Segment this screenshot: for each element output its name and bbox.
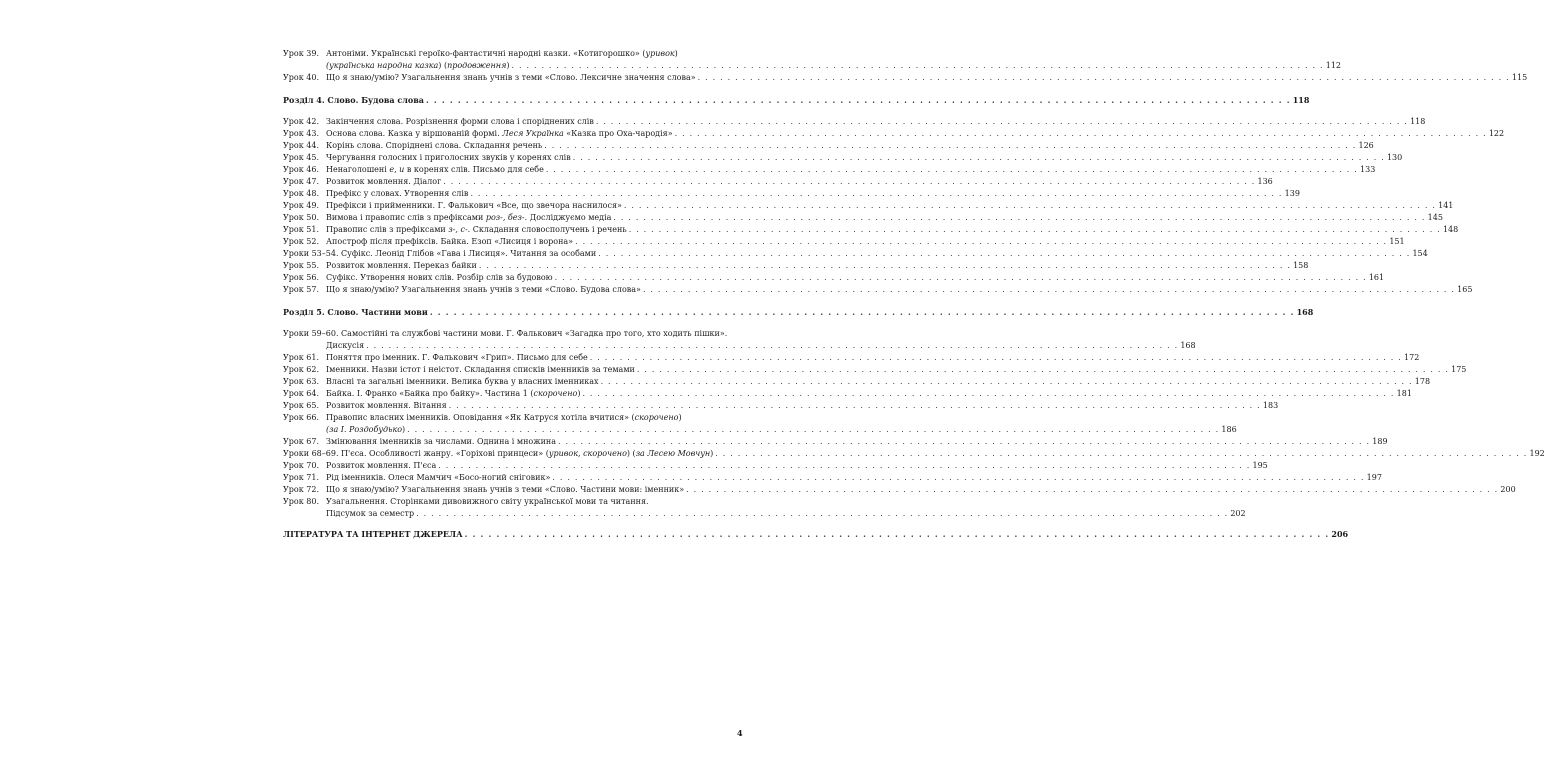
entry-title: Суфікс. Утворення нових слів. Розбір слів за будовою <box>326 273 553 282</box>
entry-title: Правопис власних іменників. Оповідання «Як Катруся хотіла вчитися» (скорочено) <box>326 413 682 422</box>
toc-entry <box>283 248 1428 260</box>
page-ref: 158 <box>1293 261 1309 270</box>
toc-entry <box>283 460 1268 472</box>
lesson-label: Урок 67. <box>283 437 319 446</box>
lesson-label: Урок 40. <box>283 73 319 82</box>
toc-entry <box>283 116 1426 128</box>
section-heading: ЛІТЕРАТУРА ТА ІНТЕРНЕТ ДЖЕРЕЛА . . . . . . . . . . . . . . . . . . . . . . . . . . . . . . . . . . . . . . . . . . . . . . . . . . . . . . . . . . . . . . . . . . . . . . . . . . . . . . . . . . . . . . . . . . . . . . . . . . . . . . . . . . . . . 206 <box>283 529 1349 539</box>
entry-title: Розвиток мовлення. Діалог <box>326 177 442 186</box>
entry-title: Антоніми. Українські героїко-фантастичні народні казки. «Котигорошко» (уривок) <box>326 49 678 58</box>
entry-title: Власні та загальні іменники. Велика буква у власних іменниках <box>326 377 599 386</box>
lesson-label: Урок 46. <box>283 165 319 174</box>
page-ref: 154 <box>1412 249 1428 258</box>
entry-title: Розвиток мовлення. Вітання <box>326 401 447 410</box>
page-ref: 175 <box>1451 365 1467 374</box>
entry-title: Байка. І. Франко «Байка про байку». Частина 1 (скорочено) <box>326 389 581 398</box>
toc-entry <box>283 284 1473 296</box>
entry-title-cont: Підсумок за семестр <box>326 509 415 518</box>
toc-entry <box>283 48 1342 72</box>
toc-entry <box>283 448 1545 460</box>
leader-dots: . . . . . . . . . . . . . . . . . . . . . . . . . . . . . . . . . . . . . . . . . . . . . . . . . . . . . . . . . . . . . . . . . . . . . . . . . . . . . . . . . . . . . . . . . . . . . . . . . . . . . . . . . . . . . <box>425 95 1291 105</box>
entry-title: Що я знаю/умію? Узагальнення знань учнів з теми «Слово. Лексичне значення слова» <box>326 73 696 82</box>
page-ref: 148 <box>1442 225 1459 234</box>
entry-title: Префікс у словах. Утворення слів <box>326 189 469 198</box>
page-ref: 192 <box>1529 449 1545 458</box>
entry-title: Корінь слова. Споріднені слова. Складання речень <box>326 141 543 150</box>
toc-entry <box>283 272 1385 284</box>
lesson-label: Уроки 68–69. <box>283 449 339 458</box>
entry-title: Іменники. Назви істот і неістот. Складання списків іменників за темами <box>326 365 635 374</box>
lesson-label: Урок 43. <box>283 129 319 138</box>
lesson-label: Урок 47. <box>283 177 319 186</box>
lesson-label: Урок 39. <box>283 49 319 58</box>
leader-dots: . . . . . . . . . . . . . . . . . . . . . . . . . . . . . . . . . . . . . . . . . . . . . . . . . . . . . . . . . . . . . . . . . . . . . . . . . . . . . . . . . . . . . . . . . . . . . . . . . . . . . . . . . . . . . <box>478 261 1292 270</box>
lesson-label: Урок 48. <box>283 189 319 198</box>
entry-title: Правопис слів з префіксами з-, с-. Складання словосполучень і речень <box>326 225 627 234</box>
page-ref: 206 <box>1331 529 1349 539</box>
leader-dots: . . . . . . . . . . . . . . . . . . . . . . . . . . . . . . . . . . . . . . . . . . . . . . . . . . . . . . . . . . . . . . . . . . . . . . . . . . . . . . . . . . . . . . . . . . . . . . . . . . . . . . . . . . . . . <box>595 117 1409 126</box>
leader-dots: . . . . . . . . . . . . . . . . . . . . . . . . . . . . . . . . . . . . . . . . . . . . . . . . . . . . . . . . . . . . . . . . . . . . . . . . . . . . . . . . . . . . . . . . . . . . . . . . . . . . . . . . . . . . . <box>464 529 1330 539</box>
toc-entry <box>283 164 1376 176</box>
page-ref: 130 <box>1386 153 1403 162</box>
leader-dots: . . . . . . . . . . . . . . . . . . . . . . . . . . . . . . . . . . . . . . . . . . . . . . . . . . . . . . . . . . . . . . . . . . . . . . . . . . . . . . . . . . . . . . . . . . . . . . . . . . . . . . . . . . . . . <box>429 307 1295 317</box>
entry-title: Узагальнення. Сторінками дивовижного світу української мови та читання. <box>326 497 649 506</box>
lesson-label: Урок 51. <box>283 225 319 234</box>
toc-entry <box>283 496 1246 520</box>
page-ref: 139 <box>1284 189 1300 198</box>
page-ref: 186 <box>1221 425 1237 434</box>
toc-entry <box>283 140 1374 152</box>
toc-entry <box>283 388 1412 400</box>
lesson-label: Урок 64. <box>283 389 319 398</box>
page-ref: 195 <box>1252 461 1268 470</box>
toc-entry <box>283 260 1309 272</box>
entry-title: Закінчення слова. Розрізнення форми слова і споріднених слів <box>326 117 594 126</box>
entry-title: Розвиток мовлення. П'єса <box>326 461 437 470</box>
leader-dots: . . . . . . . . . . . . . . . . . . . . . . . . . . . . . . . . . . . . . . . . . . . . . . . . . . . . . . . . . . . . . . . . . . . . . . . . . . . . . . . . . . . . . . . . . . . . . . . . . . . . . . . . . . . . . <box>715 449 1528 458</box>
page-ref: 133 <box>1360 165 1376 174</box>
page-ref: 141 <box>1438 201 1454 210</box>
toc-entry <box>283 188 1300 200</box>
toc-entry <box>283 436 1388 448</box>
table-of-contents <box>283 48 1545 540</box>
page-ref: 118 <box>1410 117 1426 126</box>
page-ref: 189 <box>1372 437 1388 446</box>
page-ref: 197 <box>1366 473 1382 482</box>
leader-dots: . . . . . . . . . . . . . . . . . . . . . . . . . . . . . . . . . . . . . . . . . . . . . . . . . . . . . . . . . . . . . . . . . . . . . . . . . . . . . . . . . . . . . . . . . . . . . . . . . . . . . . . . . . . . . <box>598 249 1411 258</box>
lesson-label: Урок 56. <box>283 273 319 282</box>
leader-dots: . . . . . . . . . . . . . . . . . . . . . . . . . . . . . . . . . . . . . . . . . . . . . . . . . . . . . . . . . . . . . . . . . . . . . . . . . . . . . . . . . . . . . . . . . . . . . . . . . . . . . . . . . . . . . <box>545 165 1359 174</box>
section-heading: Розділ 4. Слово. Будова слова . . . . . . . . . . . . . . . . . . . . . . . . . . . . . . . . . . . . . . . . . . . . . . . . . . . . . . . . . . . . . . . . . . . . . . . . . . . . . . . . . . . . . . . . . . . . . . . . . . . . . . . . . . . . . 118 <box>283 95 1310 105</box>
entry-title: Префікси і прийменники. Г. Фалькович «Все, що звечора наснилося» <box>326 201 622 210</box>
lesson-label: Уроки 53–54. <box>283 249 339 258</box>
toc-entry <box>283 236 1405 248</box>
lesson-label: Урок 57. <box>283 285 319 294</box>
entry-title: Поняття про іменник. Г. Фалькович «Грип». Письмо для себе <box>326 353 588 362</box>
toc-entry <box>283 128 1505 140</box>
lesson-label: Урок 49. <box>283 201 319 210</box>
lesson-label: Урок 50. <box>283 213 319 222</box>
leader-dots: . . . . . . . . . . . . . . . . . . . . . . . . . . . . . . . . . . . . . . . . . . . . . . . . . . . . . . . . . . . . . . . . . . . . . . . . . . . . . . . . . . . . . . . . . . . . . . . . . . . . . . . . . . . . . <box>636 365 1450 374</box>
leader-dots: . . . . . . . . . . . . . . . . . . . . . . . . . . . . . . . . . . . . . . . . . . . . . . . . . . . . . . . . . . . . . . . . . . . . . . . . . . . . . . . . . . . . . . . . . . . . . . . . . . . . . . . . . . . . . <box>470 189 1283 198</box>
entry-title: Що я знаю/умію? Узагальнення знань учнів з теми «Слово. Частини мови: іменник» <box>326 485 685 494</box>
page-ref: 122 <box>1488 129 1505 138</box>
page-ref: 168 <box>1296 307 1314 317</box>
page-number: 4 <box>737 728 743 738</box>
lesson-label: Урок 70. <box>283 461 319 470</box>
page-ref: 161 <box>1368 273 1385 282</box>
lesson-label: Урок 71. <box>283 473 319 482</box>
lesson-label: Урок 45. <box>283 153 319 162</box>
entry-title: Змінювання іменників за числами. Однина і множина <box>326 437 557 446</box>
toc-entry <box>283 412 1237 436</box>
page-ref: 165 <box>1457 285 1473 294</box>
toc-entry <box>283 484 1516 496</box>
page-ref: 168 <box>1180 341 1196 350</box>
entry-title: Уроки 68–69. П'єса. Особливості жанру. «Горіхові принцеси» (уривок, скорочено) (за Лесею Мовчун) <box>283 449 714 458</box>
toc-entry <box>283 72 1528 84</box>
toc-entry <box>283 224 1459 236</box>
lesson-label: Урок 62. <box>283 365 319 374</box>
page-ref: 112 <box>1325 61 1342 70</box>
leader-dots: . . . . . . . . . . . . . . . . . . . . . . . . . . . . . . . . . . . . . . . . . . . . . . . . . . . . . . . . . . . . . . . . . . . . . . . . . . . . . . . . . . . . . . . . . . . . . . . . . . . . . . . . . . . . . <box>628 225 1441 234</box>
lesson-label: Урок 66. <box>283 413 319 422</box>
toc-entry <box>283 376 1431 388</box>
leader-dots: . . . . . . . . . . . . . . . . . . . . . . . . . . . . . . . . . . . . . . . . . . . . . . . . . . . . . . . . . . . . . . . . . . . . . . . . . . . . . . . . . . . . . . . . . . . . . . . . . . . . . . . . . . . . . <box>558 437 1371 446</box>
page-ref: 181 <box>1396 389 1412 398</box>
entry-title: Уроки 59–60. Самостійні та службові частини мови. Г. Фалькович «Загадка про того, хто ходить пішки». <box>283 329 728 338</box>
page-ref: 172 <box>1404 353 1420 362</box>
leader-dots: . . . . . . . . . . . . . . . . . . . . . . . . . . . . . . . . . . . . . . . . . . . . . . . . . . . . . . . . . . . . . . . . . . . . . . . . . . . . . . . . . . . . . . . . . . . . . . . . . . . . . . . . . . . . . <box>623 201 1437 210</box>
leader-dots: . . . . . . . . . . . . . . . . . . . . . . . . . . . . . . . . . . . . . . . . . . . . . . . . . . . . . . . . . . . . . . . . . . . . . . . . . . . . . . . . . . . . . . . . . . . . . . . . . . . . . . . . . . . . . <box>407 425 1220 434</box>
leader-dots: . . . . . . . . . . . . . . . . . . . . . . . . . . . . . . . . . . . . . . . . . . . . . . . . . . . . . . . . . . . . . . . . . . . . . . . . . . . . . . . . . . . . . . . . . . . . . . . . . . . . . . . . . . . . . <box>448 401 1261 410</box>
leader-dots: . . . . . . . . . . . . . . . . . . . . . . . . . . . . . . . . . . . . . . . . . . . . . . . . . . . . . . . . . . . . . . . . . . . . . . . . . . . . . . . . . . . . . . . . . . . . . . . . . . . . . . . . . . . . . <box>366 341 1179 350</box>
page-ref: 126 <box>1358 141 1374 150</box>
toc-entry <box>283 328 1196 352</box>
page-ref: 183 <box>1262 401 1279 410</box>
toc-entry <box>283 152 1403 164</box>
leader-dots: . . . . . . . . . . . . . . . . . . . . . . . . . . . . . . . . . . . . . . . . . . . . . . . . . . . . . . . . . . . . . . . . . . . . . . . . . . . . . . . . . . . . . . . . . . . . . . . . . . . . . . . . . . . . . <box>600 377 1413 386</box>
leader-dots: . . . . . . . . . . . . . . . . . . . . . . . . . . . . . . . . . . . . . . . . . . . . . . . . . . . . . . . . . . . . . . . . . . . . . . . . . . . . . . . . . . . . . . . . . . . . . . . . . . . . . . . . . . . . . <box>613 213 1426 222</box>
toc-entry <box>283 472 1382 484</box>
lesson-label: Урок 65. <box>283 401 319 410</box>
page-ref: 200 <box>1500 485 1516 494</box>
leader-dots: . . . . . . . . . . . . . . . . . . . . . . . . . . . . . . . . . . . . . . . . . . . . . . . . . . . . . . . . . . . . . . . . . . . . . . . . . . . . . . . . . . . . . . . . . . . . . . . . . . . . . . . . . . . . . <box>572 153 1385 162</box>
toc-entry <box>283 400 1279 412</box>
page-ref: 136 <box>1257 177 1273 186</box>
lesson-label: Урок 52. <box>283 237 319 246</box>
entry-title: Що я знаю/умію? Узагальнення знань учнів з теми «Слово. Будова слова» <box>326 285 641 294</box>
page-ref: 151 <box>1389 237 1405 246</box>
entry-title-cont: (українська народна казка) (продовження) <box>326 61 510 70</box>
lesson-label: Урок 72. <box>283 485 319 494</box>
leader-dots: . . . . . . . . . . . . . . . . . . . . . . . . . . . . . . . . . . . . . . . . . . . . . . . . . . . . . . . . . . . . . . . . . . . . . . . . . . . . . . . . . . . . . . . . . . . . . . . . . . . . . . . . . . . . . <box>438 461 1251 470</box>
lesson-label: Урок 42. <box>283 117 319 126</box>
entry-title: Розвиток мовлення. Переказ байки <box>326 261 477 270</box>
entry-title-cont: (за І. Роздобудько) <box>326 425 406 434</box>
lesson-label: Урок 63. <box>283 377 319 386</box>
lesson-label: Урок 80. <box>283 497 319 506</box>
entry-title-cont: Дискусія <box>326 341 365 350</box>
leader-dots: . . . . . . . . . . . . . . . . . . . . . . . . . . . . . . . . . . . . . . . . . . . . . . . . . . . . . . . . . . . . . . . . . . . . . . . . . . . . . . . . . . . . . . . . . . . . . . . . . . . . . . . . . . . . . <box>552 473 1365 482</box>
toc-entry <box>283 364 1467 376</box>
leader-dots: . . . . . . . . . . . . . . . . . . . . . . . . . . . . . . . . . . . . . . . . . . . . . . . . . . . . . . . . . . . . . . . . . . . . . . . . . . . . . . . . . . . . . . . . . . . . . . . . . . . . . . . . . . . . . <box>642 285 1456 294</box>
leader-dots: . . . . . . . . . . . . . . . . . . . . . . . . . . . . . . . . . . . . . . . . . . . . . . . . . . . . . . . . . . . . . . . . . . . . . . . . . . . . . . . . . . . . . . . . . . . . . . . . . . . . . . . . . . . . . <box>554 273 1367 282</box>
leader-dots: . . . . . . . . . . . . . . . . . . . . . . . . . . . . . . . . . . . . . . . . . . . . . . . . . . . . . . . . . . . . . . . . . . . . . . . . . . . . . . . . . . . . . . . . . . . . . . . . . . . . . . . . . . . . . <box>589 353 1403 362</box>
leader-dots: . . . . . . . . . . . . . . . . . . . . . . . . . . . . . . . . . . . . . . . . . . . . . . . . . . . . . . . . . . . . . . . . . . . . . . . . . . . . . . . . . . . . . . . . . . . . . . . . . . . . . . . . . . . . . <box>511 61 1324 70</box>
leader-dots: . . . . . . . . . . . . . . . . . . . . . . . . . . . . . . . . . . . . . . . . . . . . . . . . . . . . . . . . . . . . . . . . . . . . . . . . . . . . . . . . . . . . . . . . . . . . . . . . . . . . . . . . . . . . . <box>575 237 1388 246</box>
toc-entry <box>283 212 1443 224</box>
section-heading: Розділ 5. Слово. Частини мови . . . . . . . . . . . . . . . . . . . . . . . . . . . . . . . . . . . . . . . . . . . . . . . . . . . . . . . . . . . . . . . . . . . . . . . . . . . . . . . . . . . . . . . . . . . . . . . . . . . . . . . . . . . . . 168 <box>283 307 1314 317</box>
entry-title: Апостроф після префіксів. Байка. Езоп «Лисиця і ворона» <box>326 237 574 246</box>
entry-title: Уроки 53–54. Суфікс. Леонід Глібов «Гава і Лисиця». Читання за особами <box>283 249 597 258</box>
entry-title: Ненаголошені е, и в коренях слів. Письмо для себе <box>326 165 544 174</box>
leader-dots: . . . . . . . . . . . . . . . . . . . . . . . . . . . . . . . . . . . . . . . . . . . . . . . . . . . . . . . . . . . . . . . . . . . . . . . . . . . . . . . . . . . . . . . . . . . . . . . . . . . . . . . . . . . . . <box>443 177 1256 186</box>
toc-entry <box>283 200 1454 212</box>
page-ref: 115 <box>1511 73 1528 82</box>
entry-title: Вимова і правопис слів з префіксами роз-, без-. Досліджуємо медіа <box>326 213 612 222</box>
leader-dots: . . . . . . . . . . . . . . . . . . . . . . . . . . . . . . . . . . . . . . . . . . . . . . . . . . . . . . . . . . . . . . . . . . . . . . . . . . . . . . . . . . . . . . . . . . . . . . . . . . . . . . . . . . . . . <box>674 129 1487 138</box>
lesson-label: Урок 44. <box>283 141 319 150</box>
leader-dots: . . . . . . . . . . . . . . . . . . . . . . . . . . . . . . . . . . . . . . . . . . . . . . . . . . . . . . . . . . . . . . . . . . . . . . . . . . . . . . . . . . . . . . . . . . . . . . . . . . . . . . . . . . . . . <box>582 389 1395 398</box>
entry-title: Чергування голосних і приголосних звуків у коренях слів <box>326 153 571 162</box>
toc-entry <box>283 176 1273 188</box>
entry-title: Основа слова. Казка у віршованій формі. Леся Українка «Казка про Оха-чародія» <box>326 129 673 138</box>
entry-title: Рід іменників. Олеся Мамчич «Босо-ногий сніговик» <box>326 473 551 482</box>
lesson-label: Урок 61. <box>283 353 319 362</box>
lesson-label: Уроки 59–60. <box>283 329 339 338</box>
leader-dots: . . . . . . . . . . . . . . . . . . . . . . . . . . . . . . . . . . . . . . . . . . . . . . . . . . . . . . . . . . . . . . . . . . . . . . . . . . . . . . . . . . . . . . . . . . . . . . . . . . . . . . . . . . . . . <box>697 73 1510 82</box>
leader-dots: . . . . . . . . . . . . . . . . . . . . . . . . . . . . . . . . . . . . . . . . . . . . . . . . . . . . . . . . . . . . . . . . . . . . . . . . . . . . . . . . . . . . . . . . . . . . . . . . . . . . . . . . . . . . . <box>686 485 1499 494</box>
lesson-label: Урок 55. <box>283 261 319 270</box>
leader-dots: . . . . . . . . . . . . . . . . . . . . . . . . . . . . . . . . . . . . . . . . . . . . . . . . . . . . . . . . . . . . . . . . . . . . . . . . . . . . . . . . . . . . . . . . . . . . . . . . . . . . . . . . . . . . . <box>544 141 1357 150</box>
page-ref: 118 <box>1292 95 1310 105</box>
toc-entry <box>283 352 1420 364</box>
leader-dots: . . . . . . . . . . . . . . . . . . . . . . . . . . . . . . . . . . . . . . . . . . . . . . . . . . . . . . . . . . . . . . . . . . . . . . . . . . . . . . . . . . . . . . . . . . . . . . . . . . . . . . . . . . . . . <box>416 509 1229 518</box>
page-ref: 178 <box>1414 377 1431 386</box>
page-ref: 202 <box>1230 509 1246 518</box>
page-ref: 145 <box>1427 213 1443 222</box>
